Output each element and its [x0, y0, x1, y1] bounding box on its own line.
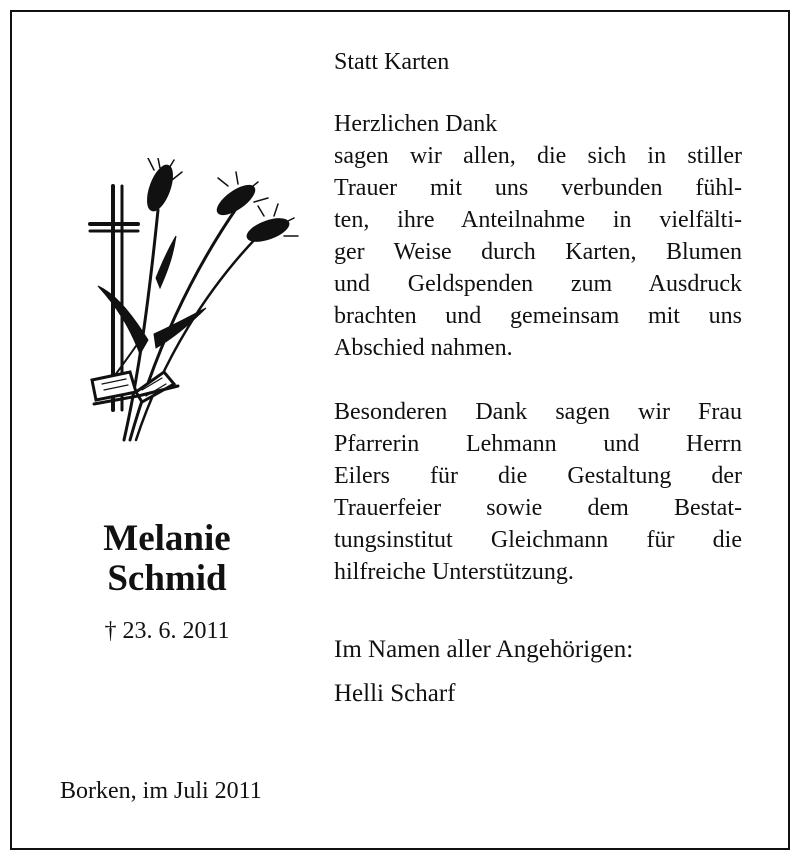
deceased-first-name: Melanie [103, 518, 231, 559]
special-line: Besonderen Dank sagen wir Frau [334, 399, 742, 425]
thanks-line: Trauer mit uns verbunden fühl- [334, 175, 742, 201]
signature-name: Helli Scharf [334, 680, 456, 707]
thanks-line: brachten und gemeinsam mit uns [334, 303, 742, 329]
thanks-line: ten, ihre Anteilnahme in vielfälti- [334, 207, 742, 233]
place-date: Borken, im Juli 2011 [60, 778, 262, 804]
deceased-last-name: Schmid [107, 558, 227, 599]
thanks-paragraph [334, 108, 742, 364]
special-thanks-paragraph [334, 396, 742, 588]
special-line: hilfreiche Unterstützung. [334, 559, 574, 585]
thanks-line: und Geldspenden zum Ausdruck [334, 271, 742, 297]
special-line: tungsinstitut Gleichmann für die [334, 527, 742, 553]
death-date: † 23. 6. 2011 [104, 618, 230, 644]
special-line: Eilers für die Gestaltung der [334, 463, 742, 489]
thanks-heading: Herzlichen Dank [334, 111, 498, 137]
special-line: Pfarrerin Lehmann und Herrn [334, 431, 742, 457]
thanks-line: ger Weise durch Karten, Blumen [334, 239, 742, 265]
special-line: Trauerfeier sowie dem Bestat- [334, 495, 742, 521]
opening-line: Statt Karten [334, 49, 450, 75]
thanks-line: sagen wir allen, die sich in stiller [334, 143, 742, 169]
signature-intro: Im Namen aller Angehörigen: [334, 636, 634, 663]
cross-wheat-book-icon [78, 158, 306, 446]
deceased-name [60, 519, 274, 599]
thanks-line: Abschied nahmen. [334, 335, 513, 361]
